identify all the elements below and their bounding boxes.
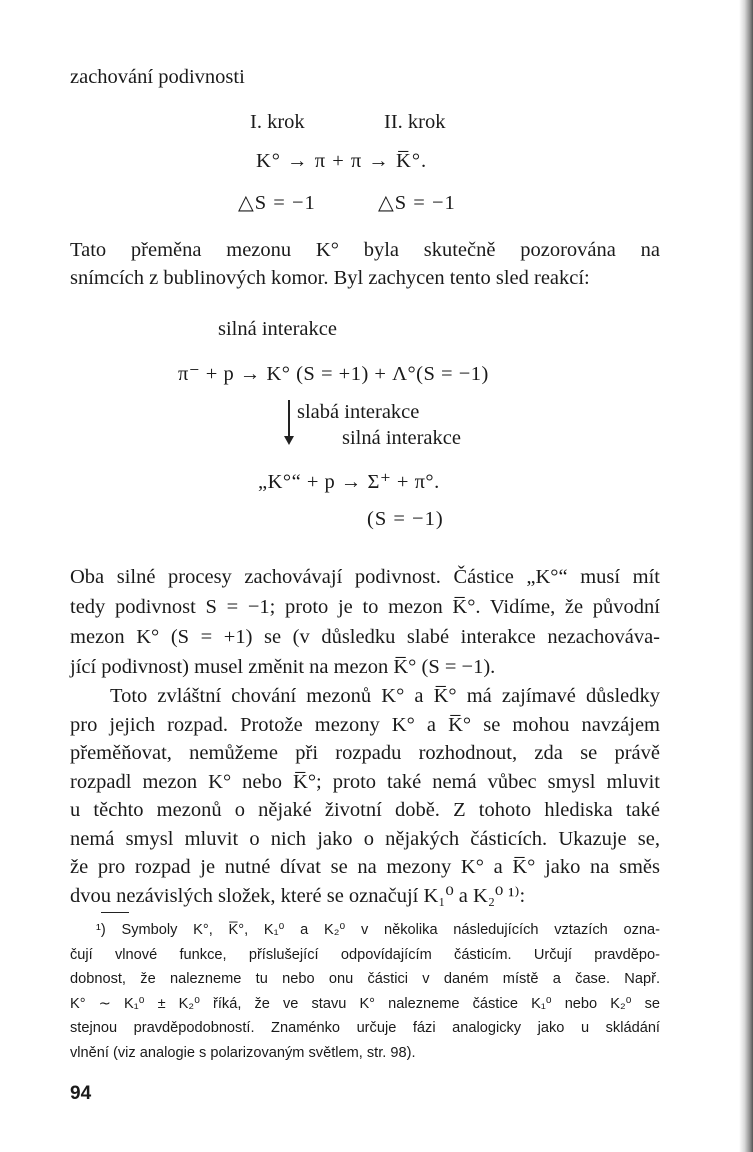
footnote-line: dobnost, že nalezneme tu nebo onu částici v daném místě a čase. Např. [70,971,660,987]
strong-interaction-label-2: silná interakce [342,427,461,449]
paragraph-3-line: Toto zvláštní chování mezonů K° a K̅° má zajímavé důsledky [110,685,660,707]
paragraph-2-line: mezon K° (S = +1) se (v důsledku slabé interakce nezachováva- [70,626,660,648]
scheme-delta-2: △S = −1 [378,192,456,214]
footnote-line: K° ∼ K₁⁰ ± K₂⁰ říká, že ve stavu K° nalezneme částice K₁⁰ nebo K₂⁰ se [70,995,660,1012]
paragraph-2 [70,562,660,682]
paragraph-1-line: Tato přeměna mezonu K° byla skutečně pozorována na [70,239,660,261]
paragraph-1-line: snímcích z bublinových komor. Byl zachycen tento sled reakcí: [70,267,590,290]
paragraph-3-line: rozpadl mezon K° nebo K̅°; proto také nemá vůbec smysl mluvit [70,770,660,793]
reaction-1: π⁻ + p → K° (S = +1) + Λ°(S = −1) [178,363,489,385]
page-number: 94 [70,1083,92,1104]
page-edge-shadow [739,0,753,1152]
running-title: zachování podivnosti [70,66,245,88]
scheme-reaction: K° → π + π → K̅°. [256,150,428,172]
reaction-2: „K°“ + p → Σ⁺ + π°. [258,471,440,493]
footnote-line: čují vlnové funkce, příslušející odpovídajícím částicím. Určují pravděpo- [70,946,660,963]
weak-decay-arrow-line [288,400,290,440]
weak-decay-arrow-head [284,436,294,445]
weak-interaction-label: slabá interakce [297,401,420,423]
footnote [70,918,660,1065]
footnote-line: ¹) Symboly K°, K̅°, K₁⁰ a K₂⁰ v několika následujících vztazích ozna- [96,922,660,938]
strong-interaction-label-1: silná interakce [218,318,337,340]
paragraph-2-line: Oba silné procesy zachovávají podivnost. Částice „K°“ musí mít [70,566,660,588]
paragraph-3-line: dvou nezávislých složek, které se označují K₁⁰ a K₂⁰ ¹⁾: [70,884,526,907]
reaction-2-strangeness: (S = −1) [367,508,444,530]
paragraph-2-line: tedy podivnost S = −1; proto je to mezon K̅°. Vidíme, že původní [70,596,660,618]
footnote-line: stejnou pravděpodobností. Znaménko určuje fázi analogicky jako u skládání [70,1020,660,1036]
step1-label: I. krok [250,111,305,133]
footnote-line: vlnění (viz analogie s polarizovaným světlem, str. 98). [70,1044,416,1061]
paragraph-3-line: u těchto mezonů o nějaké životní době. Z tohoto hlediska také [70,799,660,821]
footnote-separator [101,912,129,913]
paragraph-1 [70,236,660,292]
step2-label: II. krok [384,111,446,133]
scheme-delta-1: △S = −1 [238,192,316,214]
paragraph-2-line: jící podivnost) musel změnit na mezon K̅° (S = −1). [70,656,496,678]
paragraph-3-line: pro jejich rozpad. Protože mezony K° a K̅° se mohou navzájem [70,713,660,736]
paragraph-3-line: že pro rozpad je nutné dívat se na mezony K° a K̅° jako na směs [70,856,660,878]
paragraph-3 [70,682,660,910]
paragraph-3-line: nemá smysl mluvit o nich jako o nějakých částicích. Ukazuje se, [70,827,660,850]
paragraph-3-line: přeměňovat, nemůžeme při rozpadu rozhodnout, zda se právě [70,742,660,764]
